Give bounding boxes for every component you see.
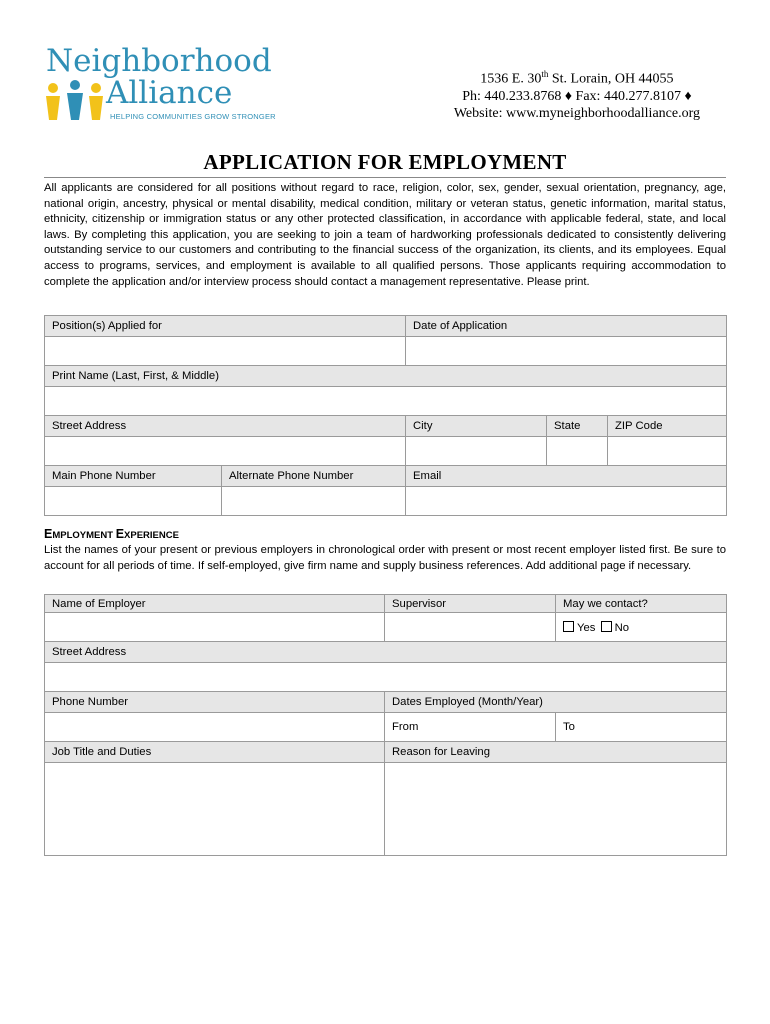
to-field[interactable] xyxy=(556,713,727,742)
reason-for-leaving-field[interactable] xyxy=(385,763,727,856)
employment-experience-heading: EMPLOYMENT EXPERIENCE xyxy=(44,527,179,541)
employer-name-field[interactable] xyxy=(45,613,385,642)
street-address-label: Street Address xyxy=(45,416,406,437)
print-name-field[interactable] xyxy=(45,387,727,416)
alternate-phone-label: Alternate Phone Number xyxy=(222,466,406,487)
job-title-label: Job Title and Duties xyxy=(45,742,385,763)
employment-intro: List the names of your present or previous employers in chronological order with present or most recent employer listed first. Be sure to account for all periods of time. If self-employed, give firm name and supply business references. Add additional page if necessary. xyxy=(44,544,726,572)
page-title: APPLICATION FOR EMPLOYMENT xyxy=(203,150,567,174)
title-divider xyxy=(44,177,726,178)
yes-label: Yes xyxy=(577,621,596,634)
zip-code-label: ZIP Code xyxy=(608,416,727,437)
state-field[interactable] xyxy=(547,437,608,466)
logo-tagline: HELPING COMMUNITIES GROW STRONGER xyxy=(110,112,276,121)
employer-street-label: Street Address xyxy=(45,642,727,663)
organization-logo xyxy=(44,44,284,134)
intro-paragraph: All applicants are considered for all positions without regard to race, religion, color, sex, gender, sexual orientation, pregnancy, age, national origin, ancestry, physical or mental disability, medical condition, military or veteran status, genetic information, marital status, ethnicity, citizenship or immigration status or any other protected classification, in accordance with applicable federal, state, and local laws. By completing this application, you are seeking to join a team of hardworking professionals dedicated to consistently delivering outstanding service to our customers and contributing to the financial success of the organization, its clients, and its employees. Equal access to programs, services, and employment is available to all qualified persons. Those applicants requiring accommodation to complete the application and/or interview process should contact a management representative. Please print. xyxy=(44,182,726,288)
yes-checkbox[interactable] xyxy=(563,621,574,632)
from-field[interactable] xyxy=(385,713,556,742)
employment-table xyxy=(44,594,727,856)
main-phone-field[interactable] xyxy=(45,487,222,516)
supervisor-field[interactable] xyxy=(385,613,556,642)
supervisor-label: Supervisor xyxy=(385,595,556,613)
no-label: No xyxy=(614,621,630,634)
people-figures-icon xyxy=(44,80,106,122)
email-label: Email xyxy=(406,466,727,487)
city-field[interactable] xyxy=(406,437,547,466)
main-phone-label: Main Phone Number xyxy=(45,466,222,487)
email-field[interactable] xyxy=(406,487,727,516)
positions-field[interactable] xyxy=(45,337,406,366)
employer-name-label: Name of Employer xyxy=(45,595,385,613)
from-label: From xyxy=(392,721,419,733)
contact-website: Website: www.myneighborhoodalliance.org xyxy=(453,105,700,121)
contact-phone-fax: Ph: 440.233.8768 ♦ Fax: 440.277.8107 ♦ xyxy=(462,88,692,104)
print-name-label: Print Name (Last, First, & Middle) xyxy=(45,366,727,387)
no-checkbox[interactable] xyxy=(601,621,612,632)
employer-phone-field[interactable] xyxy=(45,713,385,742)
street-address-field[interactable] xyxy=(45,437,406,466)
may-we-contact-options xyxy=(556,613,727,642)
contact-info xyxy=(454,66,700,122)
logo-text-alliance: Alliance xyxy=(106,75,233,111)
zip-code-field[interactable] xyxy=(608,437,727,466)
date-of-application-field[interactable] xyxy=(406,337,727,366)
state-label: State xyxy=(547,416,608,437)
reason-for-leaving-label: Reason for Leaving xyxy=(385,742,727,763)
city-label: City xyxy=(406,416,547,437)
date-of-application-label: Date of Application xyxy=(406,316,727,337)
logo-text-neighborhood: Neighborhood xyxy=(46,43,272,79)
alternate-phone-field[interactable] xyxy=(222,487,406,516)
applicant-info-table xyxy=(44,315,727,516)
positions-label: Position(s) Applied for xyxy=(45,316,406,337)
employer-street-field[interactable] xyxy=(45,663,727,692)
dates-employed-label: Dates Employed (Month/Year) xyxy=(385,692,727,713)
contact-address: 1536 E. 30th St. Lorain, OH 44055 xyxy=(480,69,674,87)
employer-phone-label: Phone Number xyxy=(45,692,385,713)
may-we-contact-label: May we contact? xyxy=(556,595,727,613)
to-label: To xyxy=(563,721,575,733)
job-title-field[interactable] xyxy=(45,763,385,856)
